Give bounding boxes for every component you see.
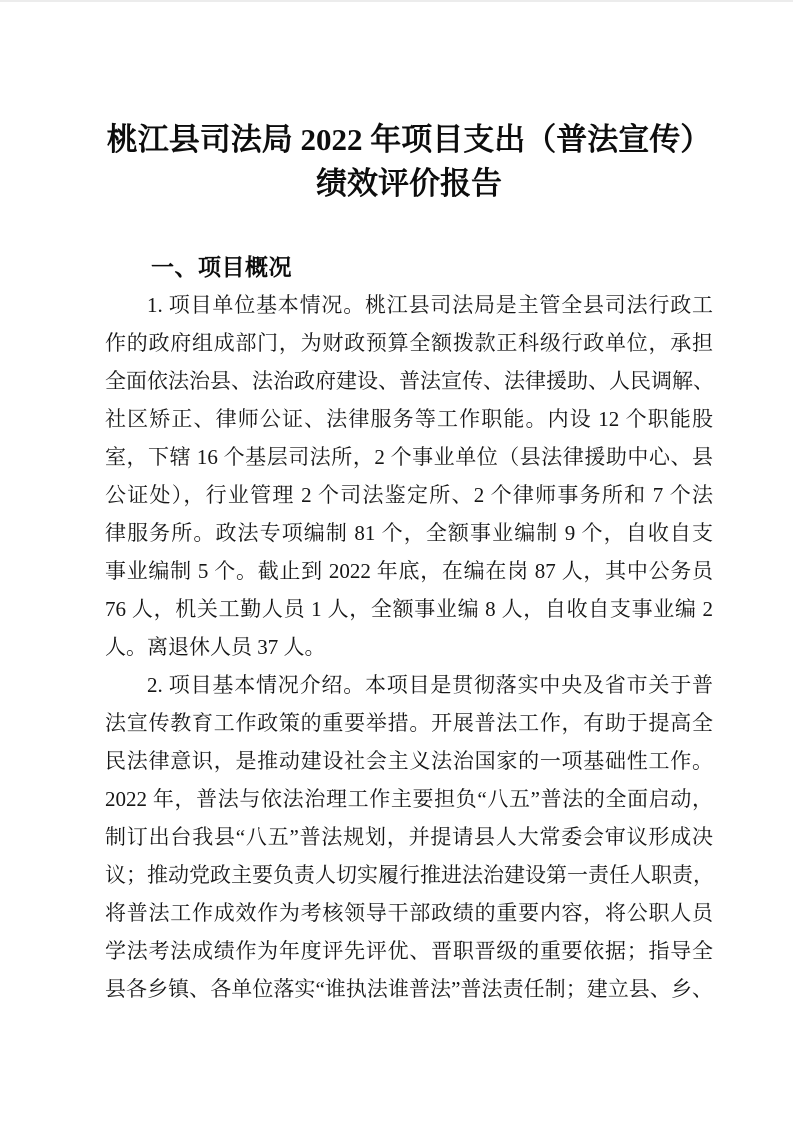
document-title: [105, 118, 713, 206]
text-line: 76 人，机关工勤人员 1 人，全额事业编 8 人，自收自支事业编 2: [105, 597, 713, 621]
document-content: [105, 0, 713, 1008]
text-line: 室，下辖 16 个基层司法所，2 个事业单位（县法律援助中心、县: [105, 445, 713, 469]
document-title-line-2: 绩效评价报告: [316, 166, 502, 201]
text-line: 公证处），行业管理 2 个司法鉴定所、2 个律师事务所和 7 个法: [105, 483, 713, 507]
text-line: 2022 年，普法与依法治理工作主要担负“八五”普法的全面启动，: [105, 787, 713, 811]
text-line: 1. 项目单位基本情况。桃江县司法局是主管全县司法行政工: [147, 293, 713, 317]
text-line: 学法考法成绩作为年度评先评优、晋职晋级的重要依据；指导全: [105, 939, 713, 963]
text-line: 县各乡镇、各单位落实“谁执法谁普法”普法责任制；建立县、乡、: [105, 977, 713, 1001]
text-line: 人。离退休人员 37 人。: [105, 635, 326, 659]
document-title-line-1: 桃江县司法局 2022 年项目支出（普法宣传）: [106, 122, 712, 157]
paragraph-unit-basic-info: [105, 286, 713, 666]
paragraph-project-introduction: [105, 666, 713, 1008]
text-line: 将普法工作成效作为考核领导干部政绩的重要内容，将公职人员: [105, 901, 713, 925]
text-line: 制订出台我县“八五”普法规划，并提请县人大常委会审议形成决: [105, 825, 713, 849]
section-heading-project-overview: 一、项目概况: [151, 254, 292, 280]
text-line: 作的政府组成部门，为财政预算全额拨款正科级行政单位，承担: [105, 331, 713, 355]
text-line: 全面依法治县、法治政府建设、普法宣传、法律援助、人民调解、: [105, 369, 714, 393]
text-line: 民法律意识，是推动建设社会主义法治国家的一项基础性工作。: [105, 749, 713, 773]
text-line: 社区矫正、律师公证、法律服务等工作职能。内设 12 个职能股: [105, 407, 713, 431]
text-line: 2. 项目基本情况介绍。本项目是贯彻落实中央及省市关于普: [147, 673, 713, 697]
text-line: 律服务所。政法专项编制 81 个，全额事业编制 9 个，自收自支: [105, 521, 713, 545]
text-line: 事业编制 5 个。截止到 2022 年底，在编在岗 87 人，其中公务员: [105, 559, 713, 583]
text-line: 法宣传教育工作政策的重要举措。开展普法工作，有助于提高全: [105, 711, 713, 735]
text-line: 议；推动党政主要负责人切实履行推进法治建设第一责任人职责，: [105, 863, 714, 887]
